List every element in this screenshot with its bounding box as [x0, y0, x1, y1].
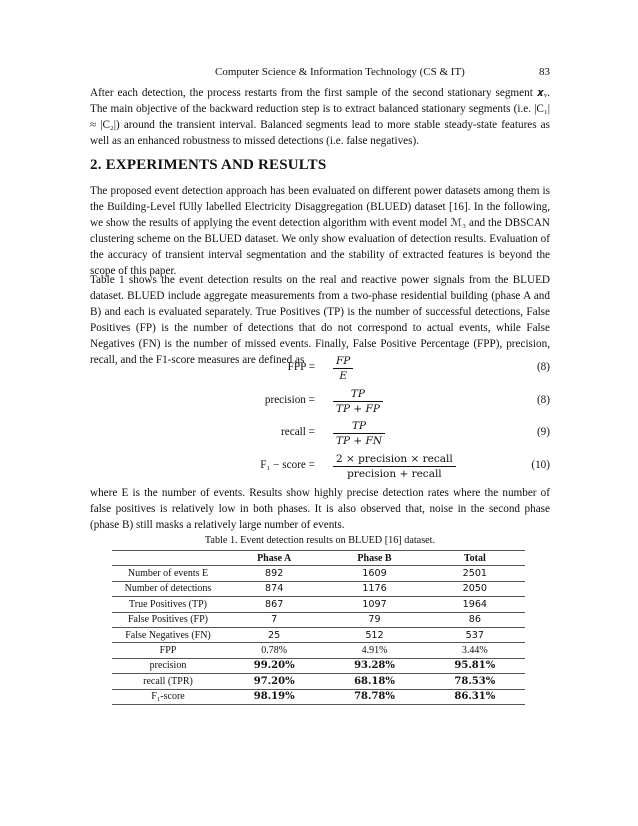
table-cell: 1609 [324, 566, 424, 581]
table-row [112, 612, 525, 627]
row-label: False Negatives (FN) [112, 627, 224, 642]
table-row [112, 674, 525, 689]
table-header-cell: Total [425, 551, 525, 566]
equation-denominator: TP + FP [336, 403, 380, 415]
table-row [112, 566, 525, 581]
table-cell: 867 [224, 597, 324, 612]
table-row [112, 658, 525, 673]
table-row [112, 581, 525, 596]
table-header-cell: Phase A [224, 551, 324, 566]
equation-numerator: FP [333, 354, 353, 369]
table-cell: 95.81% [425, 658, 525, 673]
row-label: FPP [112, 643, 224, 658]
table-cell: 4.91% [324, 643, 424, 658]
table-cell: 78.53% [425, 674, 525, 689]
equation-fraction [333, 452, 456, 481]
table-cell: 0.78% [224, 643, 324, 658]
equation-denominator: TP + FN [336, 435, 383, 447]
table-cell: 93.28% [324, 658, 424, 673]
paragraph-results: where E is the number of events. Results show highly precise detection rates where the number of false positives is relatively low in both phases. It is also observed that, noise in the second phase (phase B) still masks a relatively large number of events. [90, 487, 550, 531]
equation-number: (8) [536, 361, 550, 373]
row-label: Number of events E [112, 566, 224, 581]
table-cell: 2501 [425, 566, 525, 581]
equation-recall [90, 419, 550, 445]
paragraph-table-description: Table 1 shows the event detection results on the real and reactive power signals from the BLUED dataset. BLUED include aggregate measurements from a two-phase residential building (phase A and B) and each is evaluated separately. True Positives (TP) is the number of successful detections, False Positives (FP) is the number of detections that do not correspond to actual events, while False Negatives (FN) is the number of missed events. Finally, False Positive Percentage (FPP), precision, recall, and the F1-score measures are defined as [90, 274, 550, 366]
equation-number: (9) [536, 426, 550, 438]
table-cell: 874 [224, 581, 324, 596]
table-cell: 98.19% [224, 689, 324, 704]
table-cell: 892 [224, 566, 324, 581]
paragraph-datasets: The proposed event detection approach has been evaluated on different power datasets among them is the Building-Level fUlly labelled Electricity Disaggregation (BLUED) dataset [16]. In the following, we show the results of applying the event detection algorithm with event model ℳ₃ and the DBSCAN clustering scheme on the BLUED dataset. We only show evaluation of detection results. Evaluation of the accuracy of transient interval segmentation and the stability of extracted features is beyond the scope of this paper. [90, 185, 550, 277]
table-row [112, 643, 525, 658]
table-cell: 2050 [425, 581, 525, 596]
table-cell: 97.20% [224, 674, 324, 689]
table-header-cell: Phase B [324, 551, 424, 566]
equation-denominator: precision + recall [347, 468, 442, 480]
table-header-cell [112, 551, 224, 566]
equation-lhs: F₁ − score = [260, 459, 315, 471]
row-label: True Positives (TP) [112, 597, 224, 612]
row-label: Number of detections [112, 581, 224, 596]
table-cell: 3.44% [425, 643, 525, 658]
table-caption: Table 1. Event detection results on BLUED [16] dataset. [204, 535, 436, 546]
table-cell: 79 [324, 612, 424, 627]
table-row [112, 627, 525, 642]
table-cell: 512 [324, 627, 424, 642]
row-label: False Positives (FP) [112, 612, 224, 627]
section-heading: 2. EXPERIMENTS AND RESULTS [90, 157, 327, 173]
paragraph-backward-reduction: After each detection, the process restarts from the first sample of the second stationary segment 𝒙ᵥ. The main objective of the backward reduction step is to extract balanced stationary segments (i.e. |C₁| ≈ |C₂|) around the transient interval. Balanced segments lead to more stable steady-state features as well as an enhanced robustness to missed detections (i.e. false negatives). [90, 87, 550, 147]
equation-lhs: FPP = [287, 361, 315, 373]
journal-name: Computer Science & Information Technology (CS & IT) [215, 66, 465, 78]
table-row [112, 689, 525, 704]
equation-fraction [333, 354, 353, 383]
equation-fraction [333, 387, 383, 416]
row-label: recall (TPR) [112, 674, 224, 689]
equation-fpp [90, 354, 550, 380]
equation-numerator: TP [333, 387, 383, 402]
table-cell: 68.18% [324, 674, 424, 689]
table-cell: 86.31% [425, 689, 525, 704]
equation-lhs: precision = [264, 394, 315, 406]
table-cell: 537 [425, 627, 525, 642]
equation-numerator: TP [333, 419, 385, 434]
table-cell: 86 [425, 612, 525, 627]
table-header-row [112, 551, 525, 566]
table-row [112, 597, 525, 612]
equation-fraction [333, 419, 385, 448]
equation-numerator: 2 × precision × recall [333, 452, 456, 467]
table-cell: 1964 [425, 597, 525, 612]
table-cell: 7 [224, 612, 324, 627]
equation-precision [90, 387, 550, 413]
table-cell: 78.78% [324, 689, 424, 704]
table-cell: 25 [224, 627, 324, 642]
row-label: F₁-score [112, 689, 224, 704]
table-cell: 1176 [324, 581, 424, 596]
table-cell: 99.20% [224, 658, 324, 673]
equation-number: (10) [531, 459, 550, 471]
table-cell: 1097 [324, 597, 424, 612]
page-number: 83 [539, 66, 550, 78]
results-table [112, 550, 525, 705]
equation-lhs: recall = [281, 426, 315, 438]
equation-f1-score [90, 452, 550, 478]
equation-denominator: E [339, 370, 348, 382]
row-label: precision [112, 658, 224, 673]
equation-number: (8) [536, 394, 550, 406]
